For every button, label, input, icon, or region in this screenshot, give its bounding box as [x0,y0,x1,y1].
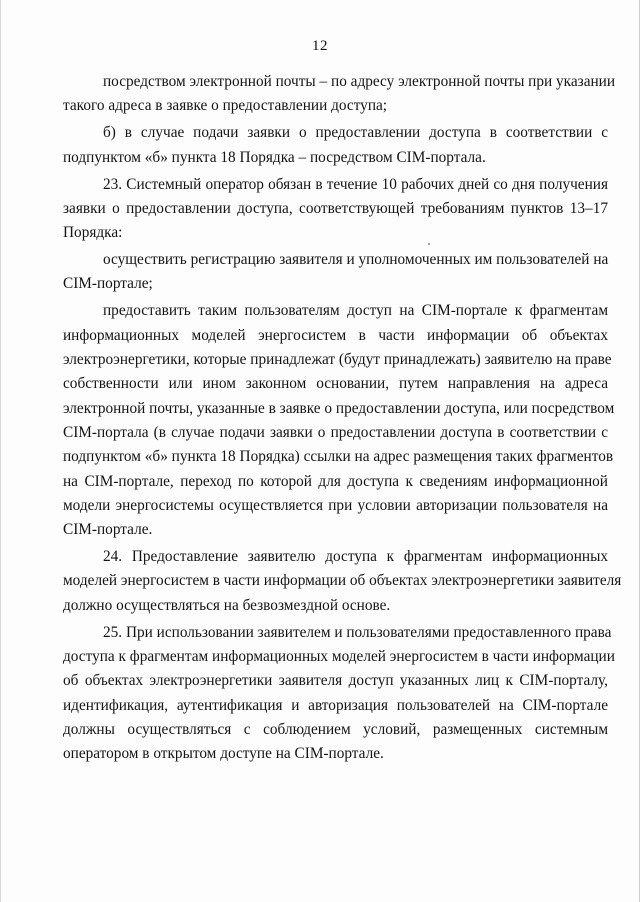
text-line: электроэнергетики, которые принадлежат (будут принадлежать) заявителю на праве [63,351,612,369]
text-line: собственности или ином законном основании, путем направления на адреса [63,375,608,393]
text-line: посредством электронной почты – по адресу электронной почты при указании [103,73,616,90]
page-number: 12 [312,38,328,54]
scan-artifact [428,243,430,245]
paragraph [63,248,608,297]
text-line: 24. Предоставление заявителю доступа к фрагментам информационных [103,548,608,566]
text-line: заявки о предоставлении доступа, соответствующей требованиям пунктов 13–17 [63,199,608,217]
paragraph [63,545,622,618]
paragraph [63,70,616,119]
text-line: CIM-портала (в случае подачи заявки о предоставлении доступа в соответствии с [63,423,608,441]
text-line: должно осуществляться на безвозмездной основе. [63,596,391,614]
text-line: электронной почты, указанные в заявке о предоставлении доступа, или посредством [63,399,615,417]
paragraph [63,173,608,246]
text-line: Порядка: [63,224,123,242]
text-line: должны осуществляться с соблюдением условий, размещенных системным [63,720,608,738]
text-line: CIM-портале. [63,521,153,539]
text-line: предоставить таким пользователям доступ на CIM-портале к фрагментам [103,302,608,320]
paragraph [63,621,615,767]
text-line: подпунктом «б» пункта 18 Порядка) ссылки на адрес размещения таких фрагментов [63,448,614,466]
text-line: оператором в открытом доступе на CIM-портале. [63,745,384,763]
text-line: 25. При использовании заявителем и пользователями предоставленного права [103,623,612,641]
text-line: 23. Системный оператор обязан в течение 10 рабочих дней со дня получения [103,175,608,193]
document-body [63,70,622,766]
text-line: подпунктом «б» пункта 18 Порядка – посредством CIM-портала. [63,148,486,166]
text-line: б) в случае подачи заявки о предоставлении доступа в соответствии с [103,124,608,142]
paragraph [63,121,608,170]
text-line: моделей энергосистем в части информации об объектах электроэнергетики заявителя [63,572,622,590]
text-line: на CIM-портале, переход по которой для доступа к сведениям информационной [63,472,608,490]
text-line: такого адреса в заявке о предоставлении доступа; [63,97,388,115]
text-line: об объектах электроэнергетики заявителя доступ указанных лиц к CIM-порталу, [63,672,608,690]
paragraph [63,299,615,542]
text-line: информационных моделей энергосистем в части информации об объектах [63,326,608,344]
text-line: модели энергосистемы осуществляется при условии авторизации пользователя на [63,496,608,514]
text-line: осуществить регистрацию заявителя и уполномоченных им пользователей на [103,251,609,269]
text-line: идентификация, аутентификация и авторизация пользователей на CIM-портале [63,696,608,714]
text-line: доступа к фрагментам информационных моделей энергосистем в части информации [63,647,615,665]
text-line: CIM-портале; [63,275,153,293]
